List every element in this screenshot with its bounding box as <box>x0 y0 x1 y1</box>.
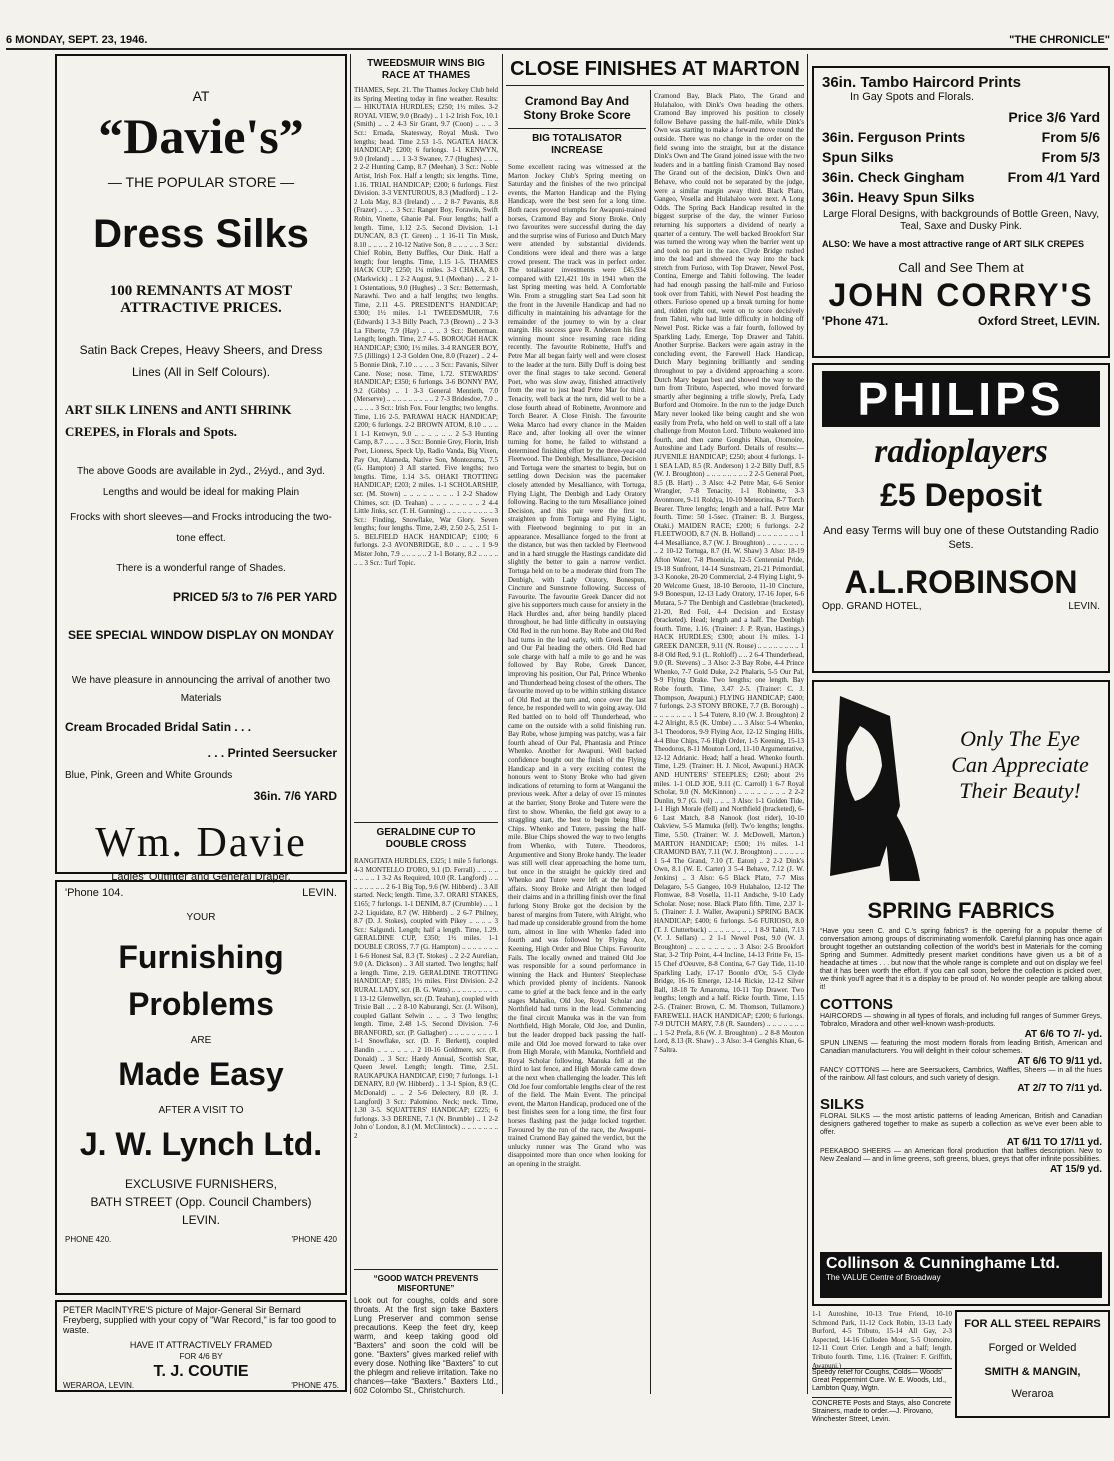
corry-ad <box>812 66 1110 358</box>
coutie-addr: WERAROA, LEVIN. <box>63 1381 135 1390</box>
corry-item: 36in. Ferguson Prints <box>822 129 966 145</box>
lynch-made-easy: Made Easy <box>118 1056 284 1092</box>
collinson-banner <box>820 1252 1102 1298</box>
philips-logo: PHILIPS <box>822 371 1100 427</box>
collinson-banner-sub: The VALUE Centre of Broadway <box>826 1273 941 1282</box>
collinson-floral-price: AT 6/11 TO 17/11 yd. <box>1006 1137 1102 1148</box>
lynch-name: J. W. Lynch Ltd. <box>79 1126 323 1162</box>
coutie-text: PETER MacINTYRE'S picture of Major-General Sir Bernard Freyberg, supplied with your copy of "War Record," is far too good to waste. <box>63 1305 337 1335</box>
collinson-intro: “Have you seen C. and C.'s spring fabrics? is the opening for a popular theme of conversation among groups of discriminating womenfolk. Careful planning has once again brought together an outstanding collection of the world's best in Materials for the coming Spring and Summer. Admittedly present market conditions have given us a bit of a headache at times . . . but now that the whole range is complete and out on display we feel that it has been worth the effort. If you can call soon, before the collection is picked over, we think you'll agree that it is a display to be proud of. No wonder people are talking about it! <box>820 928 1102 991</box>
corry-row <box>822 149 1100 165</box>
collinson-peekaboo: PEEKABOO SHEERS — an American floral production that baffles description. New to New Zealand — and in lime greens, soft greens, blues, greys that offer infinite possibilities. <box>820 1148 1102 1163</box>
davie-outfitter: Ladies' Outfitter and General Draper. <box>111 871 291 883</box>
davie-price36: 36in. 7/6 YARD <box>253 789 337 803</box>
davie-satin: Satin Back Crepes, Heavy Sheers, and Dress Lines (All in Self Colours). <box>79 343 323 379</box>
collinson-spun: SPUN LINENS — featuring the most modern florals from leading British, American and Canadian manufacturers. You will delight in their colour schemes. <box>820 1040 1102 1055</box>
collinson-tagline: Only The Eye Can Appreciate Their Beauty! <box>951 726 1089 803</box>
marton-body-2: Cramond Bay, Black Plato, The Grand and Hulahaloo, with Dink's Own heading the others. Cramond Bay improved his position to closely follow Behave passing the half-mile, while Dink's Own was starting to make a forward move round the outside. There was no change in the order on the field swung into the straight, but at the distance Dink's Own and The Grand joined issue with the two leaders and in a battling finish Cramond Bay nosed The Grand out of the decision, Dink's Own and Behave, who could not be separated by the judge, were a similar margin away third. Black Plato, Gangeo, Vosella and Hulahaloo were next. A Long Odds. The Spring Back Handicap resulted in the biggest surprise of the day, the winner Furioso returning his supporters a dividend of nearly a quarter of a century. The well backed Brookfort Star was turned the wrong way when the barrier went up and took no part in the race. Clyde Bridge rushed into the lead and showed the way into the back stretch from Furioso, with Top Drawer, Newel Post, Contina, Emerge and Tahiti following. The leader had had enough passing the half-mile and Furioso took over from Tahiti, with Newel Post heading the others. Furioso opened up a break turning for home and, ridden right out, went on to score decisively from Tahiti, who had little difficulty in holding off Newel Post. Ricke was a fair fourth, followed by Sparkling Lady, Emerge, Top Drawer and Tahiti. Another Surprise. Backers were again astray in the concluding event, the Farewell Hack Handicap, Dutch Mary beginning brilliantly and sending throughout to pay a dividend approaching a score. Dutch Mary began best and showed the way to the turn from Tributo, Aspected, who moved forward smartly after beginning a trifle slowly, Prefa, Lady Burford and Otomoire. In the run to the judge Dutch Mary never looked like being caught and she won easily from Prefa, who held on well to stall off a late challenge from Mouton Lord. Tributo weakened into fourth, and then came Gonghis Khan, Otomoire, Autoshine and Lady Burford. Details of results:— JUVENILE HANDICAP; £250; about 4 furlongs. 1-1 SEA LAD, 8.5 (R. Anderson) 1 2-2 Billy Duff, 8.5 (W. J. Broughton) .. .. .. .. .. .. .. .. 2 2-5 General Poet, 8.5 (B. Hart) .. 3 Also: 4-2 Petre Mar, 6-6 Senior Wrangler, 7-8 Tenacity, 1-1 Robinette, 3-3 Avonmore, 9-11 Roldya, 10-10 Meteorina, 8-7 Torch Bearer. Three lengths; length and a half. Petre Mar fourth. Time: 50 1-5sec. (Trainer: B. J. Burgess, Otaki.) MAIDEN RACE; £200; 6 furlongs. 2-2 FLEETWOOD, 8.7 (N. B. Holland) .. .. .. .. .. .. .. .. 1 4-4 Mesalliance, 8.7 (W. J. Broughton) .. .. .. .. .. .. .. .. 2 10-12 Tortuga, 8.7 (H. W. Shaw) 3 Also: 18-19 Afton Water, 7-8 Phoenicia, 12-5 Centennial Pride, 19-18 Sunfront, 14-14 Sunstream, 21-21 Primordial, 3-3 Konoke, 20-20 Commercial, 2-4 Flying Light, 9-20 Welcome Guest, 18-10 Berooto, 11-10 Cincture, 9-9 Bonespun, 12-13 Lady Oratory, 17-16 Joper, 6-6 Mutara, 5-7 The Denbigh and Castlebrae (bracketed), 21-20, Red Foil, 4-4 Decision and Ecstasy (bracketed). Head; length and a half. The Denbigh fourth. Time, 1.16. (Trainer: J. P. Ryan, Hastings.) HACK HURDLES; £300; about 1¾ miles. 1-1 GREEK DANCER, 9.11 (N. Rouse) .. .. .. .. .. .. .. .. 1 8-8 Old Red, 9.1 (L. Rohloff) .. .. 2 6-4 Thunderhead, 9.0 (R. Stevens) .. 3 Also: 2-3 Bay Robe, 4-4 Prince Whenko, 7-7 Gold Duke, 2-2 Phalaris, 5-5 Our Pal, 9-9 Flying Drake. Two lengths; one length. Bay Robe fourth. Time, 3.47 2-5. (Trainer: C. J. Thompson, Awapuni.) FLYING HANDICAP; £400; 7 furlongs. 2-3 STONY BROKE, 7.7 (B. Borough) .. .. .. .. .. .. .. .. 1 5-4 Tutere, 8.10 (W. J. Broughton) 2 4-2 Alright, 8.5 (K. Umbe) .. .. 3 Also: 5-4 Whenko, 3-1 Theodoros, 9-9 Flying Ace, 12-12 Singing Hills, 4-4 Blue Chips, 7-6 High Order, 1-5 Keening, 15-13 Theodoros, 8-11 Mouton Lord, 11-10 Argumentative, 12-12 Adrianic. Head; half a head. Whenko fourth. Time, 1.29. (Trainer: H. J. Nicol, Awapuni.) HACK AND HUNTERS' STEEPLES; £260; about 2½ miles. 1-1 OLD JOE, 9.11 (C. Carroll) 1 6-7 Royal Scholar, 9.0 (N. McKinnon) .. .. .. .. .. .. .. .. 2 2-2 Dunlin, 9.7 (G. Ivil) .. .. .. 3 Also: 1-1 Golden Tide, 1-1 High Morale (fell) and Northfield (bracketed), 6-6 Last Match, 8-8 Nanook (lost rider), 10-10 Oakview, 5-5 Mamuka (fell). Tw'o lengths; lengths. Time, 5.50. (Trainer: W. J. McDowell, Marton.) MARTON HANDICAP; £500; 1½ miles. 1-1 CRAMOND BAY, 7.11 (W. J. Broughton) .. .. .. .. .. .. 1 5-4 The Grand, 7.10 (T. Eaton) .. 2 2-2 Dink's Own, 8.1 (W. E. Carter) 3 5-4 Behave, 7.12 (J. W. Jenkins) .. 3 Also: 6-5 Black Plato, 7-7 Miss Delagaro, 5-5 Gangeo, 10-9 Hulahaloo, 12-12 The Flomwae, 8-8 Vosella, 11-11 Andsche, 9-10 Lady Scholar. Nose; nose. Black Plato fifth. Time, 2.37 1-5. (Trainer: J. J. Waller, Awapuni.) SPRING BACK HANDICAP; £400; 6 furlongs. 5-6 FURIOSO, 8.0 (T. J. Clutterbuck) .. .. .. .. .. .. .. .. 1 8-9 Tahiti, 7.13 (V. J. Sellars) .. 2 1-1 Newel Post, 9.0 (W. J. Broughton) .. .. .. .. .. .. .. .. 3 Also: 2-5 Brookfort Star, 3-2 Trip Point, 4-4 Incline, 14-13 Fritte Fe, 15-15 Chef d'Oeuvre, 8-8 Contina, 6-7 Gay Tide, 11-10 Sparkling Lady, 17-17 Boonlo d'Or, 5-5 Clyde Bridge, 16-16 Emerge, 12-14 Rickie, 12-12 Silver Ball, 18-18 Te Amaroma, 10-11 Top Drawer. Two lengths; length and a half. Ricke fourth. Time, 1.15 2-5. (Trainer: Brown, C. M. Thomson, Tullamore.) FAREWELL HACK HANDICAP; £200; 6 furlongs. 7-9 DUTCH MARY, 7.8 (R. Saunders) .. .. .. .. .. .. .. .. 1 5-2 Prefa, 8.6 (W. J. Broughton) .. 2 8-8 Mouton Lord, 8.13 (R. Shaw) .. 3 Also: 3-4 Genghis Khan, 6-7 Saltra. <box>654 92 804 1054</box>
column-rule <box>502 54 503 1394</box>
masthead-rule <box>6 48 1108 50</box>
corry-price: From 5/3 <box>1041 149 1100 165</box>
davie-title: Dress Silks <box>93 212 309 256</box>
collinson-cottons: COTTONS <box>820 996 894 1013</box>
collinson-banner-name: Collinson & Cunninghame Ltd. <box>826 1255 1060 1272</box>
marton-sub1: Cramond Bay And Stony Broke Score <box>523 94 631 122</box>
collinson-floral: FLORAL SILKS — the most artistic patterns of leading American, British and Canadian designers gathered together to make as superb a collection as we've ever been able to offer. <box>820 1113 1102 1136</box>
collinson-peekaboo-price: AT 15/9 yd. <box>1049 1164 1102 1175</box>
lynch-furnishing: Furnishing <box>118 939 284 975</box>
lynch-street: BATH STREET (Opp. Council Chambers) <box>90 1195 312 1209</box>
coutie-frame: HAVE IT ATTRACTIVELY FRAMED <box>129 1340 273 1350</box>
philips-terms: And easy Terms will buy one of these Outstanding Radio Sets. <box>823 525 1099 551</box>
davie-phone: 'Phone 104. <box>65 887 124 899</box>
corry-street: Oxford Street, LEVIN. <box>977 314 1100 328</box>
corry-tambo-sub: In Gay Spots and Florals. <box>850 91 975 103</box>
corry-item: Spun Silks <box>822 149 894 165</box>
steel-weraroa: Weraroa <box>1011 1388 1054 1400</box>
davie-printed: . . . Printed Seersucker <box>207 746 337 760</box>
tweedsmuir-headline: TWEEDSMUIR WINS BIG RACE AT THAMES <box>367 58 485 81</box>
masthead-left: 6 MONDAY, SEPT. 23, 1946. <box>6 34 148 46</box>
davie-colours: Blue, Pink, Green and White Grounds <box>65 770 233 781</box>
coutie-for: FOR 4/6 BY <box>179 1352 223 1361</box>
lynch-problems: Problems <box>128 986 274 1022</box>
collinson-spring: SPRING FABRICS <box>867 898 1055 923</box>
collinson-silks: SILKS <box>820 1096 865 1113</box>
marton-body-1: Some excellent racing was witnessed at the Marton Jockey Club's Spring meeting on Saturday and the finishes of the two principal events, the Marton Handicap and the Flying Handicap, were the best seen for a long time. Both races proved triumphs for Awapuni-trained horses, Cramond Bay and Stony Broke. Only two favourites were successful during the day and the surprise wins of Furioso and Dutch Mary were attended by substantial dividends. Conditions were ideal and there was a large crowd present. The track was in perfect order. The totalisator investments were £45,934 compared with £21,421 10s in 1941 when the last Spring meeting was held. A Comfortable Win. From a struggling start Sea Lad soon hit the front in the Juvenile Handicap and had no difficulty in maintaining his advantage for the remainder of the journey to win by a clear margin. His success gave R. Anderson his first winning mount since resuming race riding recently. The favourite Robinette, Huff's and Petre Mar all began fairly well and were closest to the leader at the turn. Billy Duff is doing best over the final stages to take second. General Poet, who was slow away, finished attractively from the rear to just head Petre Mar for third. Tenacity, well back at the turn, did well to be a close fourth ahead of Robinette, Avonmore and Torch Bearer. A Close Finish. The favourite Weka Marco had every chance in the Maiden Race and, after looking all over the winner turning for home, he failed to withstand a determined finishing effort by the three-year-old Fleetwood. The Denbigh, Mesalliance, Decision and Tortuga were the smartest to begin, but on settling down Decision was the pacemaker closely attended by Mesalliance, with Tortuga, Flying Light, The Denbigh and Lady Oratory following. Racing to the turn Mesalliance joined Decision, and this pair were the first to straighten up from Tortuga and Flying Light, with Fleetwood beginning to put in an appearance. Mesalliance forged to the front at the distance, but was then tackled by Fleetwood and in a hard struggle the Hastings candidate did slightly the better to gain a narrow verdict. Tortuga held on to be a moderate third from The Denbigh, with Lady Oratory, Bonespun, Cincture and Sunstrene following. Success of Favourite. The favourite Greek Dancer did not give his supporters much cause for anxiety in the Hack Hurdles and, after being handily placed throughout, he had little difficulty in outstaying Old Red in the run home. Bay Robe and Old Red had turns in the lead early, with Greek Dancer and Our Pal heading the others. Old Red had sole charge with half a mile to go and he was followed by Bay Robe, Greek Dancer, improving his position, Our Pal, Prince Whenko and Thunderhead being closest of the others. The favourite moved up to be within striking distance of Old Red at the turn and, once over the last fence, he responded well to win going away. Old Red battled on to hold off Thunderhead, who came on the outside with a solid finishing run. Bay Robe, whose jumping was patchy, was a fair fourth ahead of Our Pal, Phantasia and Prince Whenko. Another for Awapuni. Well backed confidence bought out the finish of the Flying Handicap and in a very exciting contest the honours went to Stony Broke who had given indications of returning to form at Wanganui the previous week. After a delay of over 15 minutes at the barrier, Stony Broke and Tutere were the first to show. Whenko, the field got away to a straggling start, the best to begin being Blue Chips. Whenko and Tutere, passing the half-mile. Blue Chips showed the way to two lengths from Whenko, with Tutere. Theodoros, Argumentive and Stony Broke handy. The leader was still well clear approaching the home turn, but once in the straight he quickly tired and Whenko and Tutere were left at the head of affairs. Stony Broke and Alright then lodged their claims and in a thrilling finish over the final furlong Stony Broke got the decision by the barest of margins from Tutere, with Alright, who had made up considerable ground from the home turn, almost in line with Whenko faded into fourth and was followed by Flying Ace, Keening, High Order and Blue Chips. Favourite Fails. The locally owned and trained Old Joe was responsible for a sound performance in winning the Hack and Hunters' Steeplechase which provided plenty of incidents. Nanook came to grief at the back fence and in the early stages Mahaiko, Old Joe, Royal Scholar and Northfield had turns in the lead. Commencing the final circuit Manuka was in the van from Northfield, High Morale, Old Joe, and Dunlin, but the leader dropped back passing the half-mile and Old Joe moved forward to take over from High Morale, with Manuka, Northfield and Royal Scholar following. Manuka fell at the third to last fence, and High Morale came down at the next when challenging the leader. This left Old Joe four comfortable lengths clear of the rest of the field. The Main Event. The principal event, the Marton Handicap, produced one of the best finishes seen for a long time, the first four horses flashing past the judge locked together. Favoured by the run of the race, the Awapuni-trained Cramond Bay gained the verdict, but the unlucky runner was The Grand who was disappointed more than once when looking for an opening in the straight. <box>508 163 646 1168</box>
column-rule <box>350 54 351 1394</box>
corry-tambo: 36in. Tambo Haircord Prints <box>822 74 1021 91</box>
davie-tag: — THE POPULAR STORE — <box>107 174 295 190</box>
corry-item: 36in. Heavy Spun Silks <box>822 189 975 205</box>
davie-at: AT <box>192 88 210 104</box>
lynch-after: AFTER A VISIT TO <box>158 1105 244 1116</box>
lynch-ad <box>55 880 347 1295</box>
corry-name: JOHN CORRY'S <box>828 277 1094 313</box>
collinson-haircords-price: AT 6/6 TO 7/- yd. <box>1024 1029 1102 1040</box>
lynch-your: YOUR <box>186 912 216 923</box>
collinson-fancy: FANCY COTTONS — here are Seersuckers, Cambrics, Waffles, Sheers — in all the hues of the rainbow. All fast colours, and such variety of design. <box>820 1067 1102 1082</box>
philips-dealer: A.L.ROBINSON <box>844 564 1078 600</box>
marton-sub2: BIG TOTALISATOR INCREASE <box>508 128 646 157</box>
tweedsmuir-body: THAMES, Sept. 21. The Thames Jockey Club held its Spring Meeting today in fine weather. Results:— HIKUTAIA HURDLES; £250; 1½ miles. 3-2 ROYAL VIEW, 9.0 (Brady) .. 1 1-2 Irish Fox, 10.1 (Smith) .. .. 2 4-3 Sir Grant, 9.7 (Coon) .. .. .. 3 Scr.: Ernada, Skatesway, Royal Musk. Two lengths; head. Time 2.53 1-5. NGATEA HACK HANDICAP; £200; 6 furlongs. 1-1 KENWYN, 9.0 (Ireland) .. .. 1 3-3 Swanee, 7.7 (Hughes) .. .. .. 2 2-2 Hunting Camp, 8.7 (Meehan). 3 Scr.: Noble Artist, Irish Fox. Half a length; six lengths. Time, 1.16. TRIAL HANDICAP; £200; 6 furlongs. First Division. 3-3 VENTUROUS, 8.3 (Mudford) .. 1 2-2 Lola May, 8.3 (Ireland) .. .. 2 8-7 Pavanis, 8.8 (Frazer) .. .. .. 3 Scr.: Ranger Boy, Forawin, Swift Robin, Vinette, Ghanie Pal. Four lengths; half a length. Time, 1.12 2-5. Second Division. 1-1 DUNCAN, 8.3 (T. Green) .. 1 16-11 Tin Musk, 8.10 .. .. .. .. 2 10-12 Native Son, 8 .. .. .. .. .. 3 Scr.: Chief Robin, Betty Buffles, Our Dink. Half a length; four lengths. Time, 1.15 1-5. THAMES HACK CUP; £250; 1¼ miles. 3-3 CHAKA, 8.0 (Markwick) .. 1 2-2 August, 9.1 (Meehan) .. .. 2 1-1 Ostentatious, 9.0 (Hughes) .. 3 Scr.: Bettermash, Narawhi. Two and a half lengths; two lengths. Time, 2.11 4-5. PRESIDENT'S HANDICAP; £300; 1½ miles. 1-1 TWEEDSMUIR, 7.6 (Edwards) 1 3-3 Billy Peach, 7.3 (Brown) .. 2 3-3 La Fiberte, 7.9 (Hay) .. .. .. 3 Scr.: Betterman. Length; length. Time, 2.7 4-5. BOROUGH HACK HANDICAP; £300; 1½ miles. 3-4 RANGER BOY, 7.5 (Jillings) 1 2-3 Golden One, 8.0 (Frazer) .. 2 4-5 Bonnie Dink, 7.10 .. .. .. .. 3 Scr.: Pavanis, Silver Cane. Nose; nose. Time, 1.72. STEWARDS' HANDICAP; £350; 6 furlongs. 3-6 BONNY PAY, 9.2 (Gibbs) .. 1 3-3 General Mentieth, 7.0 (Merserve) .. .. .. .. .. .. .. .. .. 2 7-3 Bridesdoe, 7.0 .. .. .. .. .. 3 Scr.: Irish Fox. Four lengths; two lengths. Time, 1.16 2-5. PARAWAI HACK HANDICAP; £200; 6 furlongs. 2-2 BROWN ATOM, 8.10 .. .. .. 1 1-1 Kenwyn, 9.0 .. .. .. .. .. .. 2 5-3 Hunting Camp, 8.7 .. .. .. .. 3 Scr.: Bonnie Grey, Florin, Irish Poet, Lioness, Speck Up, Radio Vanda, Big Vixen, Pay Out, Alameda, Native Son, Montezuma, 7.5 (G. Hampton) 3 All started. Five lengths; two lengths. Time, 1.14 3-5. OHAKI TROTTING HANDICAP; £203; 2 miles. 1-1 SCHOLARSHIP, scr. (M. Stown) .. .. .. .. .. .. .. .. 1 2-2 Shadow Chimes, scr. (D. Teahan) .. .. .. .. .. .. .. .. 2 4-4 Little Jinks, scr. (T. H. Gunning) .. .. .. .. .. .. .. .. .. 3 Scr.: Finding, Snowflake, War Glory. Seven lengths; four lengths. Time, 2.49, 2.50 2-5, 2.51 1-5. BELFIELD HACK HANDICAP; £100; 6 furlongs. 2-3 AVONBRIDGE, 8.0 .. .. .. .. 1 9-9 Mister John, 7.9 .. .. .. .. .. 2 1-1 Botany, 8.2 .. .. .. .. .. .. 3 Scr.: Turf Topic. <box>354 86 498 567</box>
woman-illustration <box>820 686 930 886</box>
davie-window: SEE SPECIAL WINDOW DISPLAY ON MONDAY <box>67 628 335 642</box>
davie-cream: Cream Brocaded Bridal Satin . . . <box>65 720 252 734</box>
davie-town: LEVIN. <box>302 887 337 899</box>
lynch-are: ARE <box>190 1035 212 1046</box>
philips-radioplayers: radioplayers <box>874 433 1048 470</box>
davie-remnants: 100 REMNANTS AT MOST ATTRACTIVE PRICES. <box>109 283 293 316</box>
steel-title: FOR ALL STEEL REPAIRS <box>964 1318 1101 1330</box>
davie-signature: Wm. Davie <box>95 820 307 866</box>
lynch-exclusive: EXCLUSIVE FURNISHERS, <box>124 1177 278 1191</box>
philips-ad <box>812 363 1110 673</box>
column-rule <box>807 54 808 1394</box>
corry-item: 36in. Check Gingham <box>822 169 965 185</box>
masthead-right: "THE CHRONICLE" <box>1009 34 1110 46</box>
coutie-ad <box>55 1300 347 1392</box>
marton-headline: CLOSE FINISHES AT MARTON <box>506 58 804 86</box>
steel-forged: Forged or Welded <box>988 1342 1077 1354</box>
davie-goods: The above Goods are available in 2yd., 2½yd., and 3yd. Lengths and would be ideal for making Plain <box>77 466 325 498</box>
collinson-spun-price: AT 6/6 TO 9/11 yd. <box>1017 1056 1102 1067</box>
goodwatch-body: Look out for coughs, colds and sore throats. At the first sign take Baxters Lung Preserver and common sense precautions. Keep the feet dry, keep warm, and keep taking good old “Baxters” and soon the cold will be gone. “Baxters” gives marked relief with every dose. Nothing like “Baxters” to cut the phlegm and relieve irritation. Take no chances—take “Baxters.” Baxters Ltd., 602 Colombo St., Christchurch. <box>354 1296 498 1395</box>
davie-linens: ART SILK LINENS and ANTI SHRINK CREPES, in Florals and Spots. <box>65 402 292 439</box>
philips-deposit: £5 Deposit <box>880 477 1042 513</box>
davie-range: There is a wonderful range of Shades. <box>116 563 286 574</box>
lynch-town: LEVIN. <box>181 1213 220 1227</box>
collinson-illustration <box>820 686 1102 896</box>
collinson-fancy-price: AT 2/7 TO 7/11 yd. <box>1017 1083 1102 1094</box>
coutie-phone: 'PHONE 475. <box>291 1381 339 1390</box>
goodwatch-headline: “GOOD WATCH PREVENTS MISFORTUNE” <box>354 1269 498 1294</box>
steel-ad <box>955 1310 1110 1418</box>
corry-phone: 'Phone 471. <box>822 314 889 328</box>
davie-pleasure: We have pleasure in announcing the arrival of another two Materials <box>71 675 331 704</box>
steel-smith: SMITH & MANGIN, <box>984 1366 1081 1378</box>
corry-also: ALSO: We have a most attractive range of ART SILK CREPES <box>822 239 1085 249</box>
davie-name: “Davie's” <box>98 108 304 164</box>
concrete-ad: CONCRETE Posts and Stays, also Concrete Strainers, made to order.—J. Pirovano, Winchester Street, Levin. <box>812 1400 951 1423</box>
lynch-phone-right: 'PHONE 420 <box>291 1235 337 1244</box>
woods-ad: Speedy relief for Coughs, Colds— Woods' Great Peppermint Cure. W. E. Woods, Ltd., Lambton Quay, Wgtn. <box>812 1368 952 1398</box>
coutie-name: T. J. COUTIE <box>153 1363 249 1380</box>
davie-ad <box>55 54 347 899</box>
corry-large: Large Floral Designs, with backgrounds of Bottle Green, Navy, Teal, Saxe and Dusky Pink. <box>822 209 1100 232</box>
corry-price-yard: Price 3/6 Yard <box>1008 109 1100 125</box>
geraldine-body: RANGITATA HURDLES, £325; 1 mile 5 furlongs. 4-3 MONTELLO D'ORO, 9.1 (D. Ferrall) .. .. .. .. .. .. .. .. 1 3-2 As Required, 10.0 (R. Langford) .. .. .. .. .. .. .. .. 2 6-1 Big Top, 9.6 (W. Hibberd) .. 3 All started. Neck; length. Time, 3.7. ORARI STAKES, £165; 7 furlongs. 1-1 DENIM, 8.7 (Crumble) .. .. 1 2-2 Liquidate, 8.7 (W. Hibberd) .. 2 6-7 Philney, 8.7 (D. J. Stokes), coupled with Pikey .. .. .. .. 3 Scr.: Salgundi. Length; half a length. Time, 1.29. GERALDINE CUP, £350; 1½ miles. 1-1 DOUBLE CROSS, 7.7 (G. Hampton) .. .. .. .. .. .. .. 1 6-6 Honest Sal, 8.3 (T. Stokes) .. 2 2-2 Aurelian, 9.0 (A. Dickson) .. 3 All started. Two lengths; half a length. Time, 2.19. GERALDINE TROTTING HANDICAP; £185; 1½ miles. First Division. 2-2 RURAL LADY, scr. (B. G. Watts) .. .. .. .. .. .. .. .. .. 1 13-12 Glenwellyn, scr. (D. Teahan), coupled with Trixie Ball .. .. 2 8-10 Kaburangi, Scr. (J. Wilson), coupled Gallant Selwin .. .. .. 3 Two lengths; length. Time, 2.48 1-5. Second Division. 7-6 BRANFORD, scr. (P. Gallagher) .. .. .. .. .. .. .. .. 1 1-1 Snowflake, scr. (D. F. Berkett), coupled Bandin .. .. .. .. .. .. 2 10-16 Goldmere, scr. (R. Donald) .. 3 Scr.: Hardy Annual, Scottish Star, Queen Jewel. Length; length. Time, 2.51. RAUKAPUKA HANDICAP, £190; 7 furlongs. 1-1 DENARY, 8.0 (W. Hibberd) .. 1 3-1 Spion, 8.9 (C. McDonald) .. .. 2 5-6 Delectery, 8.0 (R. J. Langford) 3 Scr.: Palomino. Neck; neck. Time, 1.30 3-5. SQUATTERS' HANDICAP; £225; 6 furlongs. 3-3 DERENE, 7.1 (N. Brumble) .. 1 2-2 John o' London, 8.1 (M. McClintock) .. .. .. .. .. .. .. 2 <box>354 857 498 1140</box>
corry-price: From 5/6 <box>1041 129 1100 145</box>
corry-call: Call and See Them at <box>898 260 1024 275</box>
column-rule <box>650 90 651 1394</box>
davie-frocks: Frocks with short sleeves—and Frocks introducing the two-tone effect. <box>70 512 332 544</box>
racing-continued: 1-1 Autoshine, 10-13 True Friend, 10-10 Schmond Park, 11-12 Cock Robin, 13-13 Lady Burford, 4-5 Tributo, 15-14 All Gay, 2-3 Aspected, 14-16 Culloden Moor, 5-5 Otomoire, 12-11 Court Crier. Length and a half; length. Tributo fourth. Time, 1.16. (Trainer: F. Griffith, Awapuni.) <box>812 1310 952 1370</box>
lynch-phone-left: PHONE 420. <box>65 1235 112 1244</box>
geraldine-headline: GERALDINE CUP TO DOUBLE CROSS <box>354 822 498 851</box>
corry-row <box>822 129 1100 145</box>
davie-priced: PRICED 5/3 to 7/6 PER YARD <box>172 590 337 604</box>
collinson-ad <box>812 680 1110 1306</box>
collinson-haircords: HAIRCORDS — showing in all types of florals, and including full ranges of Summer Greys, Tobralco, Miradora and other well-known wash-products. <box>820 1013 1102 1028</box>
philips-opp: Opp. GRAND HOTEL, <box>822 601 922 612</box>
tweedsmuir-column <box>354 54 498 1394</box>
corry-row <box>822 189 1100 205</box>
philips-town: LEVIN. <box>1068 601 1100 612</box>
corry-row <box>822 169 1100 185</box>
marton-left-column <box>508 90 646 1394</box>
corry-price: From 4/1 Yard <box>1007 169 1100 185</box>
